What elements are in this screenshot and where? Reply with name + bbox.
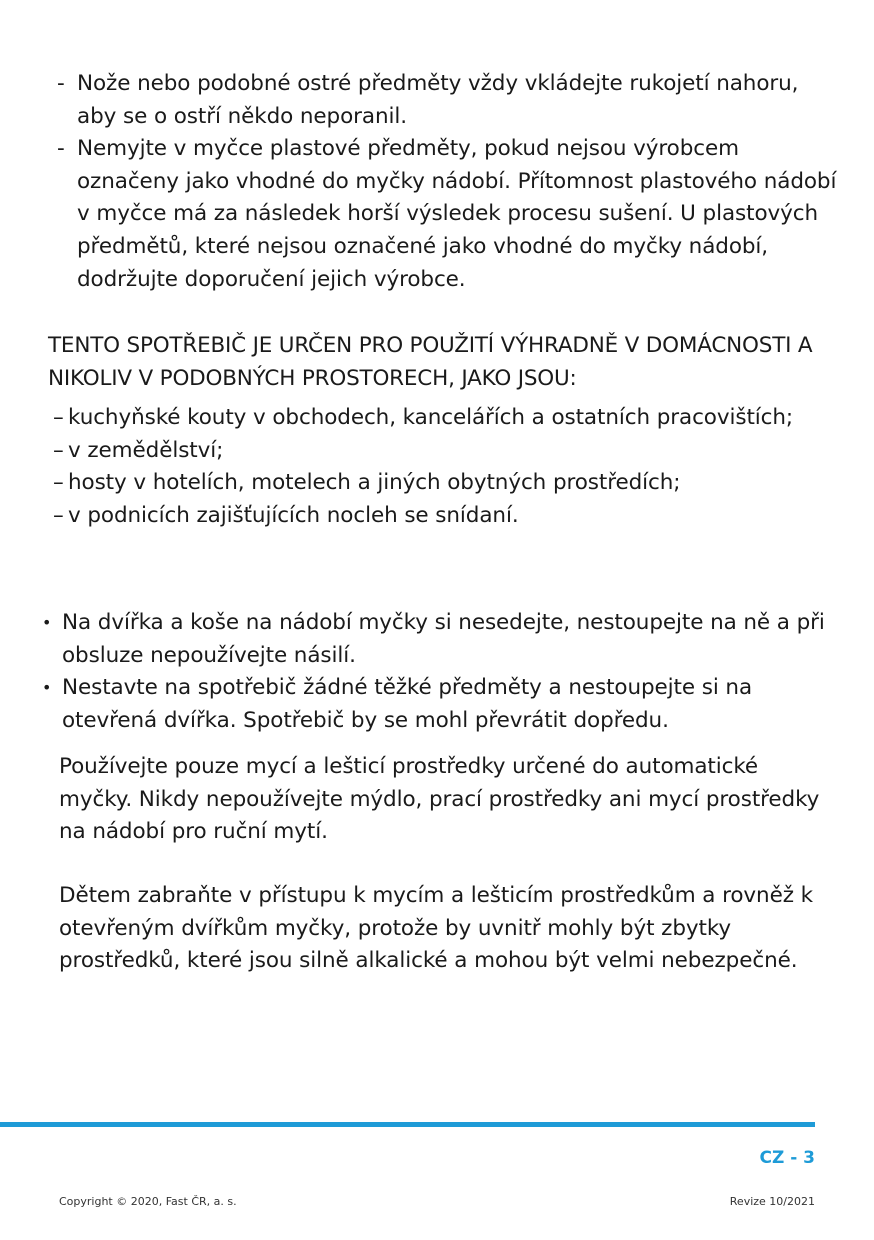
revision-text: Revize 10/2021: [729, 1195, 815, 1208]
list-item: [53, 435, 833, 468]
list-item: [42, 607, 832, 672]
page-number: CZ - 3: [759, 1148, 815, 1168]
dash-marker: –: [53, 470, 64, 496]
copyright-text: Copyright © 2020, Fast ČR, a. s.: [59, 1195, 237, 1208]
paragraph-children: Dětem zabraňte v přístupu k mycím a lešticím prostředkům a rovněž k otevřeným dvířkům myčky, protože by uvnitř mohly být zbytky prostředků, které jsou silně alkalické a mohou být velmi nebezpečné.: [59, 883, 813, 974]
usage-heading: TENTO SPOTŘEBIČ JE URČEN PRO POUŽITÍ VÝHRADNĚ V DOMÁCNOSTI A NIKOLIV V PODOBNÝCH PROSTORECH, JAKO JSOU:: [48, 333, 813, 391]
bullet-marker: •: [42, 613, 52, 632]
list-item-text: Na dvířka a koše na nádobí myčky si nesedejte, nestoupejte na ně a při obsluze nepoužívejte násilí.: [62, 610, 825, 668]
dash-marker: -: [57, 136, 65, 162]
list-item-text: kuchyňské kouty v obchodech, kancelářích a ostatních pracovištích;: [68, 405, 794, 430]
list-item-text: Nože nebo podobné ostré předměty vždy vkládejte rukojetí nahoru, aby se o ostří někdo neporanil.: [77, 71, 799, 129]
list-item-text: Nestavte na spotřebič žádné těžké předměty a nestoupejte si na otevřená dvířka. Spotřebič by se mohl převrátit dopředu.: [62, 675, 753, 733]
bullet-marker: •: [42, 678, 52, 698]
list-item-text: Nemyjte v myčce plastové předměty, pokud nejsou výrobcem označeny jako vhodné do myčky nádobí. Přítomnost plastového nádobí v myčce má za následek horší výsledek procesu sušení. U plastových předmětů, které nejsou označené jako vhodné do myčky nádobí, dodržujte doporučení jejich výrobce.: [77, 136, 837, 292]
list-item: [57, 133, 837, 296]
list-item-text: hosty v hotelích, motelech a jiných obytných prostředích;: [68, 470, 681, 496]
dash-marker: –: [53, 502, 64, 528]
list-item: [42, 672, 832, 737]
dash-marker: -: [57, 71, 65, 96]
dash-list-environments: [53, 402, 833, 532]
list-item: [57, 68, 837, 133]
list-item-text: v zemědělství;: [68, 437, 224, 463]
dash-list-safety: [57, 68, 837, 296]
paragraph-detergents: Používejte pouze mycí a lešticí prostředky určené do automatické myčky. Nikdy nepoužívejte mýdlo, prací prostředky ani mycí prostředky na nádobí pro ruční mytí.: [59, 754, 820, 845]
list-item: [53, 500, 833, 533]
list-item: [53, 402, 833, 435]
footer-divider: [0, 1122, 815, 1127]
list-item: [53, 467, 833, 500]
dash-marker: –: [53, 437, 64, 463]
bullet-list-warnings: [42, 607, 832, 737]
list-item-text: v podnicích zajišťujících nocleh se snídaní.: [68, 502, 519, 528]
dash-marker: –: [53, 405, 64, 430]
